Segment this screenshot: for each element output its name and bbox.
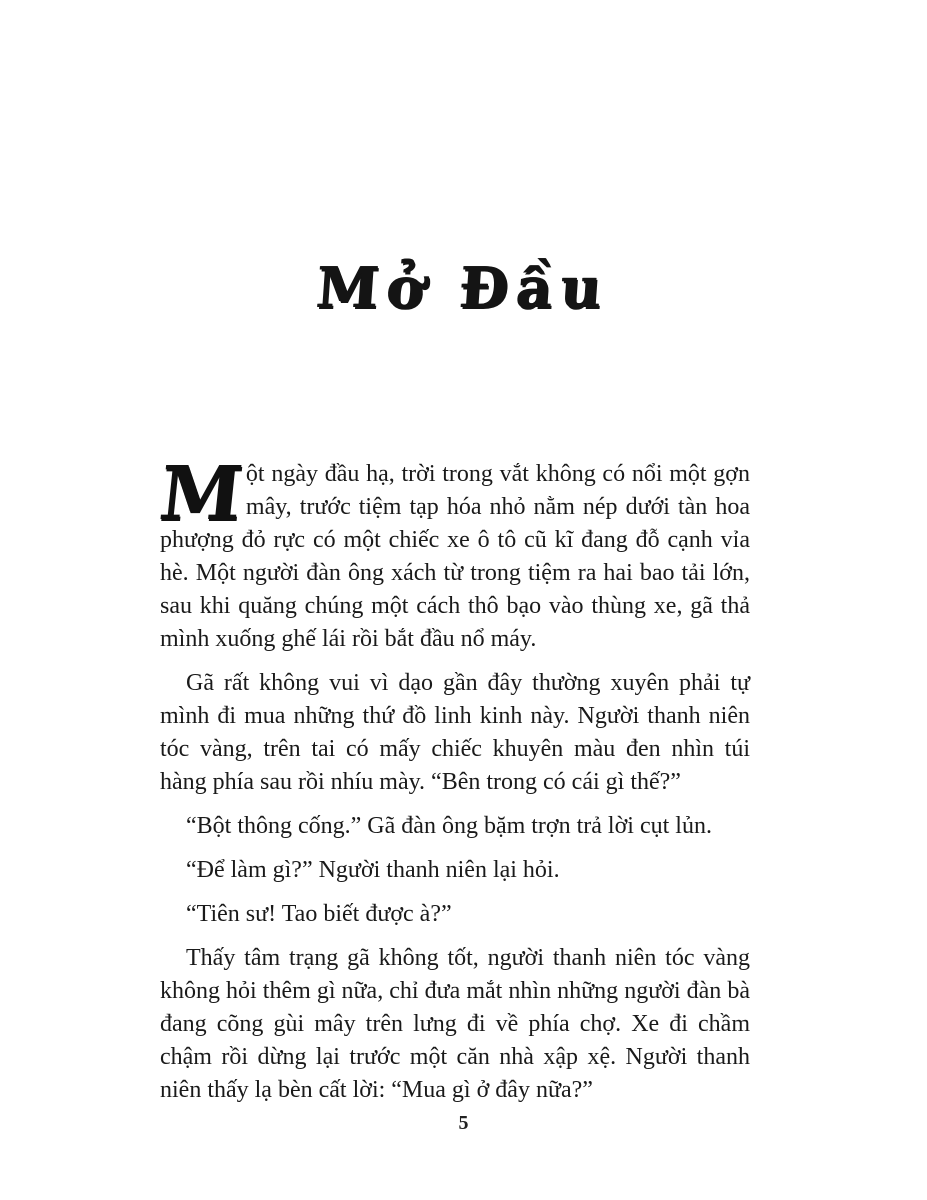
drop-cap: M [155, 451, 247, 537]
paragraph-6: Thấy tâm trạng gã không tốt, người thanh niên tóc vàng không hỏi thêm gì nữa, chỉ đưa mắt nhìn những người đàn bà đang cõng gùi mây trên lưng đi về phía chợ. Xe đi chầm chậm rồi dừng lại trước một căn nhà xập xệ. Người thanh niên thấy lạ bèn cất lời: “Mua gì ở đây nữa?” [160, 945, 750, 1103]
paragraph-1 [155, 451, 750, 656]
page-number: 5 [458, 1112, 469, 1134]
paragraph-3: “Bột thông cống.” Gã đàn ông bặm trợn trả lời cụt lủn. [186, 813, 712, 839]
paragraph-5: “Tiên sư! Tao biết được à?” [186, 901, 452, 927]
chapter-body [155, 451, 750, 1118]
chapter-title: Mở Đầu [314, 255, 613, 321]
paragraph-1-text: ột ngày đầu hạ, trời trong vắt không có nổi một gợn mây, trước tiệm tạp hóa nhỏ nằm nép dưới tàn hoa phượng đỏ rực có một chiếc xe ô tô cũ kĩ đang đỗ cạnh vỉa hè. Một người đàn ông xách từ trong tiệm ra hai bao tải lớn, sau khi quăng chúng một cách thô bạo vào thùng xe, gã thả mình xuống ghế lái rồi bắt đầu nổ máy. [160, 461, 750, 652]
paragraph-2: Gã rất không vui vì dạo gần đây thường xuyên phải tự mình đi mua những thứ đồ linh kinh này. Người thanh niên tóc vàng, trên tai có mấy chiếc khuyên màu đen nhìn túi hàng phía sau rồi nhíu mày. “Bên trong có cái gì thế?” [160, 670, 750, 795]
paragraph-4: “Để làm gì?” Người thanh niên lại hỏi. [186, 857, 560, 883]
